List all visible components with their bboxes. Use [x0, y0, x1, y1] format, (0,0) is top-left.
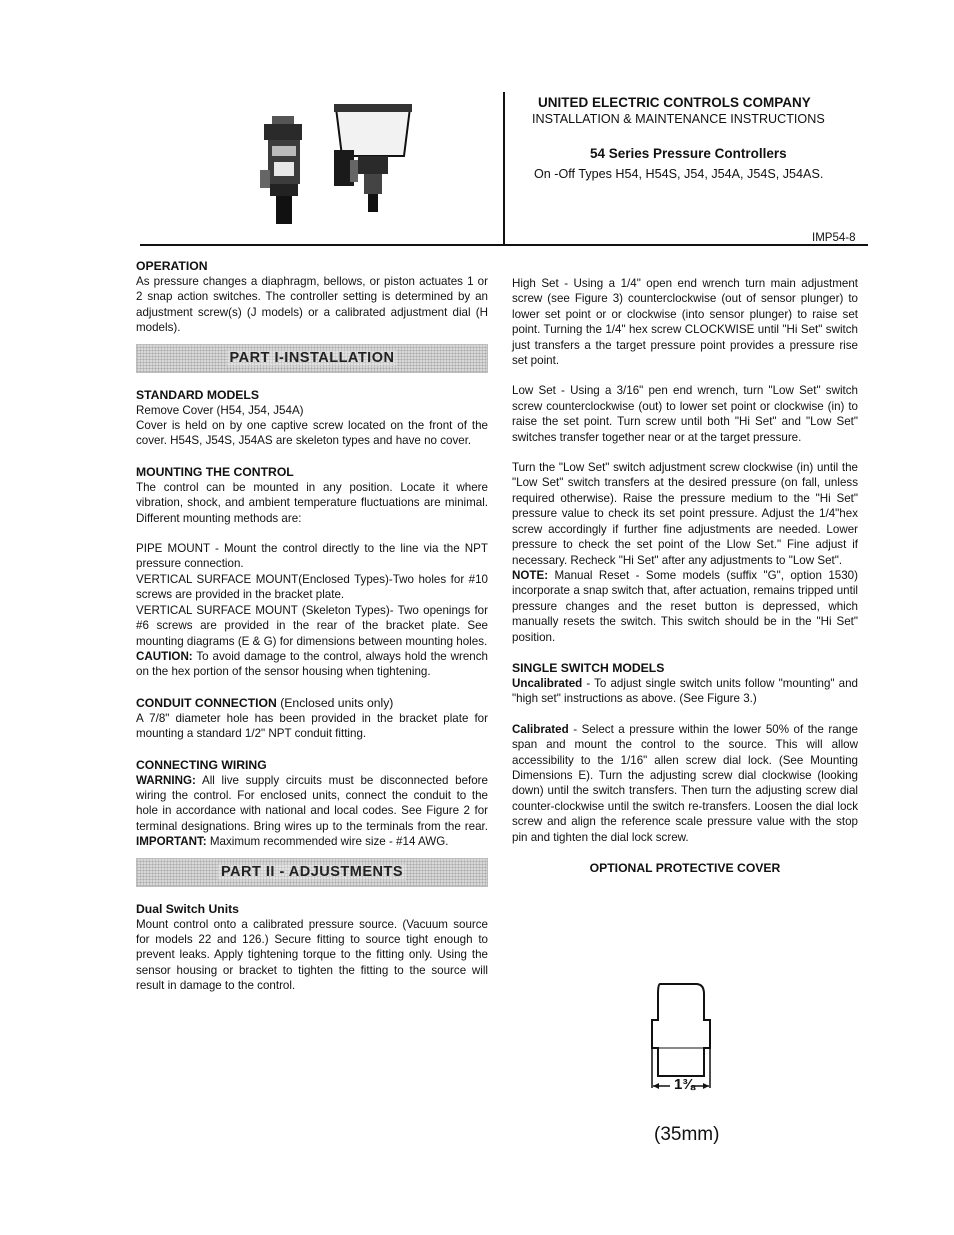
left-column: [136, 258, 488, 994]
enclosed-controller-image: [334, 104, 412, 212]
product-photo: [238, 100, 418, 232]
calibrated-label: Calibrated: [512, 722, 569, 736]
pipe-mount-text: PIPE MOUNT - Mount the control directly to the line via the NPT pressure connection.: [136, 542, 488, 571]
part2-band: [136, 858, 488, 887]
wiring-heading: CONNECTING WIRING: [136, 757, 267, 772]
cover-dimension-metric: (35mm): [654, 1124, 720, 1145]
skeleton-controller-image: [260, 116, 302, 224]
note-text: Manual Reset - Some models (suffix "G", option 1530) incorporate a snap switch that, after actuation, remains tripped until pressure changes and the reset button is depressed, which manually resets the switch. This switch should be in the "Hi Set" position.: [512, 568, 858, 644]
product-title: 54 Series Pressure Controllers: [590, 146, 787, 161]
calibrated-paragraph: [512, 722, 858, 845]
mounting-heading: MOUNTING THE CONTROL: [136, 464, 294, 479]
standard-models-heading: STANDARD MODELS: [136, 387, 259, 402]
dual-switch-heading: Dual Switch Units: [136, 901, 239, 916]
dual-switch-text: Mount control onto a calibrated pressure source. (Vacuum source for models 22 and 126.) Secure fitting to source tight enough to prevent leaks. Apply tightening torque to the fitting only. Using the sensor housing or bracket to tighten the fitting to the source will result in damage to the control.: [136, 917, 488, 993]
vertical-enclosed-text: VERTICAL SURFACE MOUNT(Enclosed Types)-Two holes for #10 screws are provided in the bracket plate.: [136, 572, 488, 602]
part2-band-label: PART II - ADJUSTMENTS: [218, 864, 406, 880]
header-rule: [140, 244, 868, 246]
uncalibrated-paragraph: [512, 676, 858, 707]
note-paragraph: [512, 568, 858, 645]
conduit-text: A 7/8" diameter hole has been provided in the bracket plate for mounting a standard 1/2" NPT conduit fitting.: [136, 711, 488, 741]
conduit-heading-row: [136, 695, 488, 711]
part1-band: [136, 344, 488, 373]
part1-band-label: PART I-INSTALLATION: [227, 350, 398, 366]
uncalibrated-label: Uncalibrated: [512, 676, 583, 690]
standard-models-line: Remove Cover (H54, J54, J54A): [136, 403, 304, 417]
caution-label: CAUTION:: [136, 649, 193, 663]
operation-text: As pressure changes a diaphragm, bellows, or piston actuates 1 or 2 snap action switches. The controller setting is determined by an adjustment screw(s) (J models) or a calibrated adjustment dial (H models).: [136, 275, 488, 335]
uncalibrated-text: - To adjust single switch units follow "mounting" and "high set" instructions as above. (See Figure 3.): [512, 676, 858, 706]
high-set-text: High Set - Using a 1/4" open end wrench turn main adjustment screw (see Figure 3) counterclockwise (out of sensor plunger) to lower set point or or clockwise (into sensor plunger) to raise set point. Turning the 1/4" hex screw CLOCKWISE until "Hi Set" switch just transfers a the target pressure point provides a pressure rise set point.: [512, 277, 858, 368]
vertical-skeleton-text: VERTICAL SURFACE MOUNT (Skeleton Types)- Two openings for #6 screws are provided in the rear of the bracket plate. See mounting diagrams (E & G) for dimensions between mounting holes.: [136, 603, 488, 648]
turn-low-set-text: Turn the "Low Set" switch adjustment screw clockwise (in) until the "Low Set" switch transfers at the desired pressure (on fall, unless required otherwise). Raise the pressure medium to the "Hi Set" pressure value to check its set point pressure. Adjust the 1/4"hex screw accordingly if further fine adjustments are needed. Lower pressure to check the set point of the Llow Set." Fine adjust if necessary. Recheck "Hi Set" after any adjustments to "Low Set".: [512, 461, 858, 567]
document-subtitle: INSTALLATION & MAINTENANCE INSTRUCTIONS: [532, 112, 825, 126]
standard-models-text: Cover is held on by one captive screw located on the front of the cover. H54S, J54S, J54AS are skeleton types and have no cover.: [136, 419, 488, 448]
document-id: IMP54-8: [812, 232, 856, 244]
mounting-text: The control can be mounted in any position. Locate it where vibration, shock, and ambient temperature fluctuations are minimal. Different mounting methods are:: [136, 480, 488, 525]
company-name: UNITED ELECTRIC CONTROLS COMPANY: [538, 95, 811, 110]
caution-text: To avoid damage to the control, always hold the wrench on the hex portion of the sensor housing when tightening.: [136, 649, 488, 679]
protective-cover-heading: OPTIONAL PROTECTIVE COVER: [589, 861, 781, 875]
caution-paragraph: [136, 649, 488, 680]
product-types: On -Off Types H54, H54S, J54, J54A, J54S, J54AS.: [534, 167, 824, 181]
cover-dimension-label: 1⅜: [674, 1076, 695, 1093]
low-set-text: Low Set - Using a 3/16" pen end wrench, turn "Low Set" switch screw counterclockwise (out) to lower set point or clockwise (in) to raise the set point. Turn screw until both "Hi Set" and "Low Set" switches transfer together near or at the target pressure.: [512, 384, 858, 444]
conduit-heading-note: (Enclosed units only): [276, 695, 394, 710]
header-divider-vertical: [503, 92, 505, 246]
calibrated-text: - Select a pressure within the lower 50% of the range span and mount the control to the source. This will allow accessibility to the 1/16" allen screw dial lock. (See Mounting Dimensions E). Turn the adjusting screw dial clockwise (looking down) until the switch transfers. Then turn the adjusting screw dial counter-clockwise until the switch re-transfers. Loosen the dial lock screw and align the reference scale pressure value with the stop pin and tighten the dial lock screw.: [512, 722, 858, 844]
wiring-paragraph: [136, 773, 488, 850]
operation-heading: OPERATION: [136, 259, 208, 273]
warning-text: All live supply circuits must be disconnected before wiring the control. For enclosed units, connect the conduit to the hole in accordance with national and local codes. See Figure 2 for terminal designations. Bring wires up to the terminals from the rear.: [136, 773, 488, 833]
warning-label: WARNING:: [136, 773, 196, 787]
important-label: IMPORTANT:: [136, 835, 207, 849]
single-switch-heading: SINGLE SWITCH MODELS: [512, 660, 665, 675]
important-text: Maximum recommended wire size - #14 AWG.: [206, 835, 449, 849]
note-label: NOTE:: [512, 568, 549, 582]
right-column: [512, 276, 858, 876]
conduit-heading: CONDUIT CONNECTION: [136, 695, 277, 710]
